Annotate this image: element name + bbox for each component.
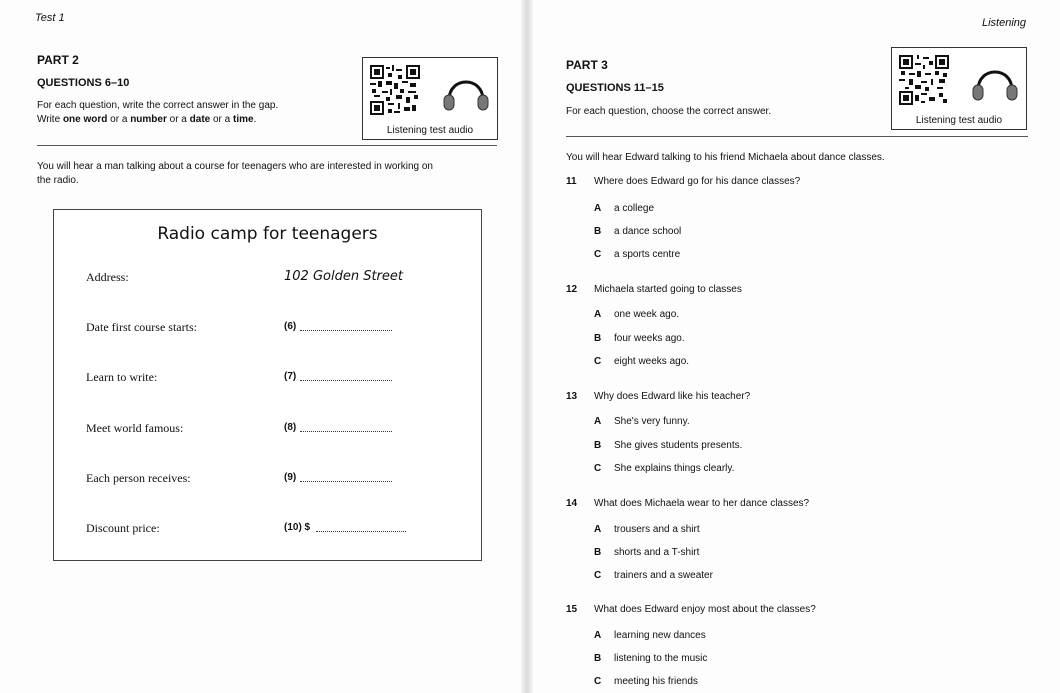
form-label-address: Address: (86, 270, 129, 284)
gap-number-10: (10) $ (284, 522, 311, 533)
option-letter[interactable]: B (594, 547, 602, 558)
gap-number-9: (9) (284, 472, 297, 483)
option-letter[interactable]: B (594, 653, 602, 664)
option-text[interactable]: four weeks ago. (614, 333, 685, 344)
option-text[interactable]: shorts and a T-shirt (614, 547, 700, 558)
option-text[interactable]: one week ago. (614, 309, 680, 320)
instr-text: or a (210, 114, 234, 125)
instr-text: Write (37, 114, 63, 125)
divider (37, 145, 497, 146)
form-label-receives: Each person receives: (86, 471, 191, 485)
questions-heading: QUESTIONS 6–10 (37, 77, 130, 89)
form-label-meet: Meet world famous: (86, 421, 184, 435)
instr-bold: one word (62, 114, 108, 125)
notes-form (53, 209, 482, 561)
instr-bold: time (233, 114, 254, 125)
instructions: For each question, choose the correct answer. (566, 106, 772, 117)
right-page (533, 0, 1060, 693)
page-header-test: Test 1 (35, 12, 65, 24)
option-text[interactable]: eight weeks ago. (614, 356, 690, 367)
option-letter[interactable]: C (594, 356, 602, 367)
option-text[interactable]: listening to the music (614, 653, 708, 664)
option-letter[interactable]: C (594, 249, 602, 260)
option-text[interactable]: She explains things clearly. (614, 463, 735, 474)
audio-label[interactable]: Listening test audio (386, 125, 474, 136)
question-number: 15 (566, 604, 578, 615)
questions-heading: QUESTIONS 11–15 (566, 82, 664, 94)
qr-code-icon[interactable] (370, 65, 420, 115)
intro-text: You will hear Edward talking to his friend Michaela about dance classes. (566, 152, 885, 163)
answer-gap-7[interactable] (300, 380, 392, 381)
answer-gap-8[interactable] (300, 431, 392, 432)
instr-text: . (253, 114, 257, 125)
form-label-discount: Discount price: (86, 521, 160, 535)
option-letter[interactable]: C (594, 570, 602, 581)
part-heading: PART 2 (37, 53, 79, 67)
instr-text: or a (107, 114, 131, 125)
option-text[interactable]: trousers and a shirt (614, 524, 700, 535)
option-text[interactable]: She gives students presents. (614, 440, 743, 451)
book-gutter (521, 0, 533, 693)
headphones-icon (443, 70, 489, 112)
option-text[interactable]: a sports centre (614, 249, 681, 260)
left-page (0, 0, 521, 693)
option-letter[interactable]: A (594, 309, 602, 320)
instructions-line-2 (37, 114, 256, 126)
question-number: 13 (566, 391, 578, 402)
option-letter[interactable]: C (594, 676, 602, 687)
option-letter[interactable]: A (594, 524, 602, 535)
page-header-listening: Listening (982, 17, 1027, 29)
question-text: What does Edward enjoy most about the classes? (594, 604, 816, 615)
intro-line-1: You will hear a man talking about a course for teenagers who are interested in working on (37, 161, 433, 172)
gap-number-8: (8) (284, 422, 297, 433)
answer-gap-9[interactable] (300, 481, 392, 482)
gap-number-6: (6) (284, 321, 297, 332)
question-number: 14 (566, 498, 578, 509)
answer-gap-10[interactable] (316, 531, 406, 532)
audio-link-box[interactable] (891, 47, 1027, 130)
question-text: Why does Edward like his teacher? (594, 391, 751, 402)
option-letter[interactable]: B (594, 333, 602, 344)
form-label-learn: Learn to write: (86, 370, 158, 384)
option-letter[interactable]: A (594, 630, 602, 641)
option-letter[interactable]: B (594, 226, 602, 237)
answer-gap-6[interactable] (300, 330, 392, 331)
part-heading: PART 3 (566, 58, 608, 72)
option-text[interactable]: meeting his friends (614, 676, 698, 687)
form-value-address: 102 Golden Street (284, 269, 403, 284)
gap-number-7: (7) (284, 371, 297, 382)
instr-bold: number (130, 114, 167, 125)
option-letter[interactable]: A (594, 416, 602, 427)
form-label-date: Date first course starts: (86, 320, 197, 334)
audio-label[interactable]: Listening test audio (915, 115, 1003, 126)
instr-bold: date (189, 114, 211, 125)
option-text[interactable]: learning new dances (614, 630, 706, 641)
headphones-icon (972, 60, 1018, 102)
option-text[interactable]: She's very funny. (614, 416, 690, 427)
instr-text: or a (166, 114, 190, 125)
instructions-line-1: For each question, write the correct answer in the gap. (37, 100, 279, 111)
option-text[interactable]: trainers and a sweater (614, 570, 713, 581)
audio-link-box[interactable] (362, 57, 498, 140)
question-text: Where does Edward go for his dance classes? (594, 176, 801, 187)
question-text: What does Michaela wear to her dance classes? (594, 498, 810, 509)
question-number: 12 (566, 284, 578, 295)
intro-line-2: the radio. (37, 175, 79, 186)
option-letter[interactable]: C (594, 463, 602, 474)
option-letter[interactable]: B (594, 440, 602, 451)
qr-code-icon[interactable] (899, 55, 949, 105)
option-letter[interactable]: A (594, 203, 602, 214)
option-text[interactable]: a college (614, 203, 655, 214)
question-text: Michaela started going to classes (594, 284, 742, 295)
option-text[interactable]: a dance school (614, 226, 682, 237)
form-title: Radio camp for teenagers (157, 224, 378, 244)
divider (566, 136, 1028, 137)
question-number: 11 (566, 176, 577, 187)
